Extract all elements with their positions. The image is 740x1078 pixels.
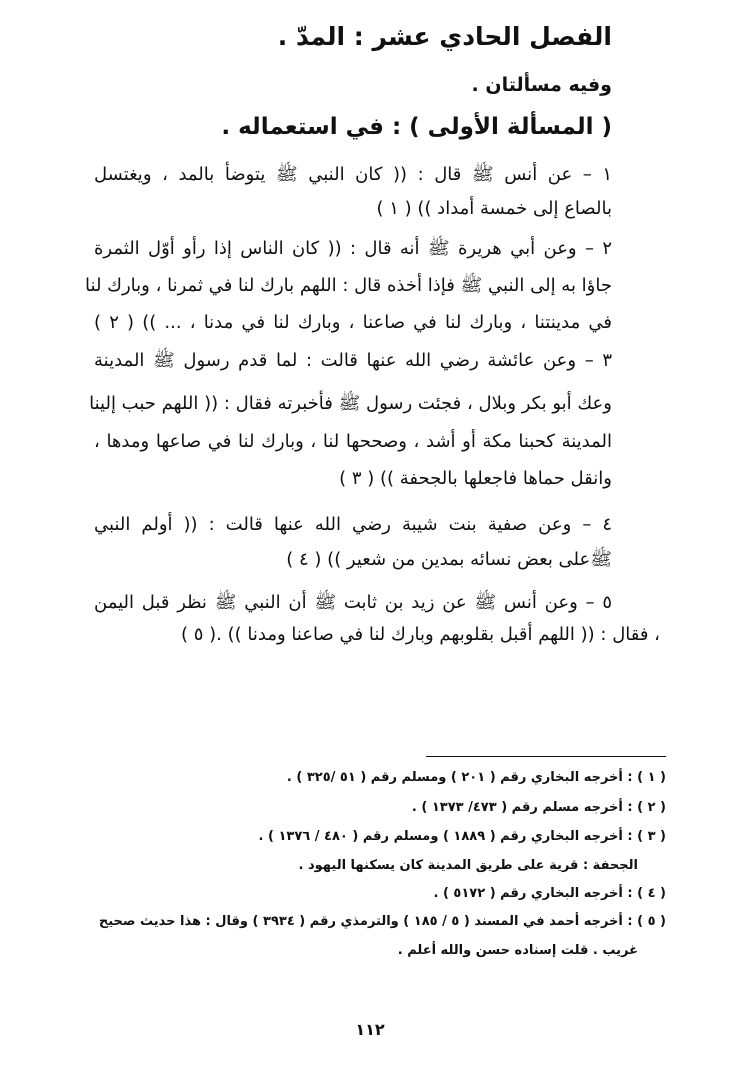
footnote: ( ٢ ) : أخرجه مسلم رقم ( ٤٧٣/ ١٣٧٣ ) .	[411, 800, 666, 815]
footnote: ( ١ ) : أخرجه البخاري رقم ( ٢٠١ ) ومسلم رقم ( ٥١ /٣٢٥ ) .	[286, 770, 666, 785]
footnote-divider	[426, 756, 666, 757]
footnote: ( ٣ ) : أخرجه البخاري رقم ( ١٨٨٩ ) ومسلم رقم ( ٤٨٠ / ١٣٧٦ ) .	[258, 829, 666, 844]
body-line: المدينة كحبنا مكة أو أشد ، وصححها لنا ، وبارك لنا في صاعها ومدها ،	[94, 431, 612, 452]
body-line: وانقل حماها فاجعلها بالجحفة )) ( ٣ )	[339, 468, 612, 489]
body-line: ٢ – وعن أبي هريرة ﷺ أنه قال : (( كان الناس إذا رأو أوّل الثمرة	[94, 238, 612, 259]
footnote: ( ٤ ) : أخرجه البخاري رقم ( ٥١٧٢ ) .	[433, 886, 666, 901]
body-line: ٣ – وعن عائشة رضي الله عنها قالت : لما قدم رسول ﷺ المدينة	[94, 350, 612, 371]
issue-heading: ( المسألة الأولى ) : في استعماله .	[221, 114, 612, 140]
footnote-continuation: غريب . قلت إسناده حسن والله أعلم .	[397, 943, 638, 958]
footnote: ( ٥ ) : أخرجه أحمد في المسند ( ٥ / ١٨٥ ) والترمذي رقم ( ٣٩٣٤ ) وقال : هذا حديث صحيح	[98, 914, 666, 929]
body-line: في مدينتنا ، وبارك لنا في صاعنا ، وبارك لنا في مدنا ، ... )) ( ٢ )	[94, 312, 612, 333]
body-line: ٤ – وعن صفية بنت شيبة رضي الله عنها قالت : (( أولم النبي	[94, 514, 612, 535]
body-line: ، فقال : (( اللهم أقبل بقلوبهم وبارك لنا في صاعنا ومدنا )) .( ٥ )	[181, 624, 660, 645]
body-line: وعك أبو بكر وبلال ، فجئت رسول ﷺ فأخبرته فقال : (( اللهم حبب إلينا	[89, 393, 612, 414]
footnote-note: الجحفة : قرية على طريق المدينة كان يسكنها اليهود .	[298, 858, 638, 873]
body-line: ١ – عن أنس ﷺ قال : (( كان النبي ﷺ يتوضأ بالمد ، ويغتسل	[94, 164, 612, 185]
page-number: ١١٢	[355, 1020, 385, 1039]
chapter-title: الفصل الحادي عشر : المدّ .	[277, 22, 612, 51]
body-line: ﷺعلى بعض نسائه بمدين من شعير )) ( ٤ )	[286, 549, 612, 570]
body-line: جاؤا به إلى النبي ﷺ فإذا أخذه قال : اللهم بارك لنا في ثمرنا ، وبارك لنا	[85, 275, 612, 296]
body-line: ٥ – وعن أنس ﷺ عن زيد بن ثابت ﷺ أن النبي ﷺ نظر قبل اليمن	[94, 592, 612, 613]
subheading: وفيه مسألتان .	[471, 74, 612, 96]
body-line: بالصاع إلى خمسة أمداد )) ( ١ )	[376, 198, 612, 219]
